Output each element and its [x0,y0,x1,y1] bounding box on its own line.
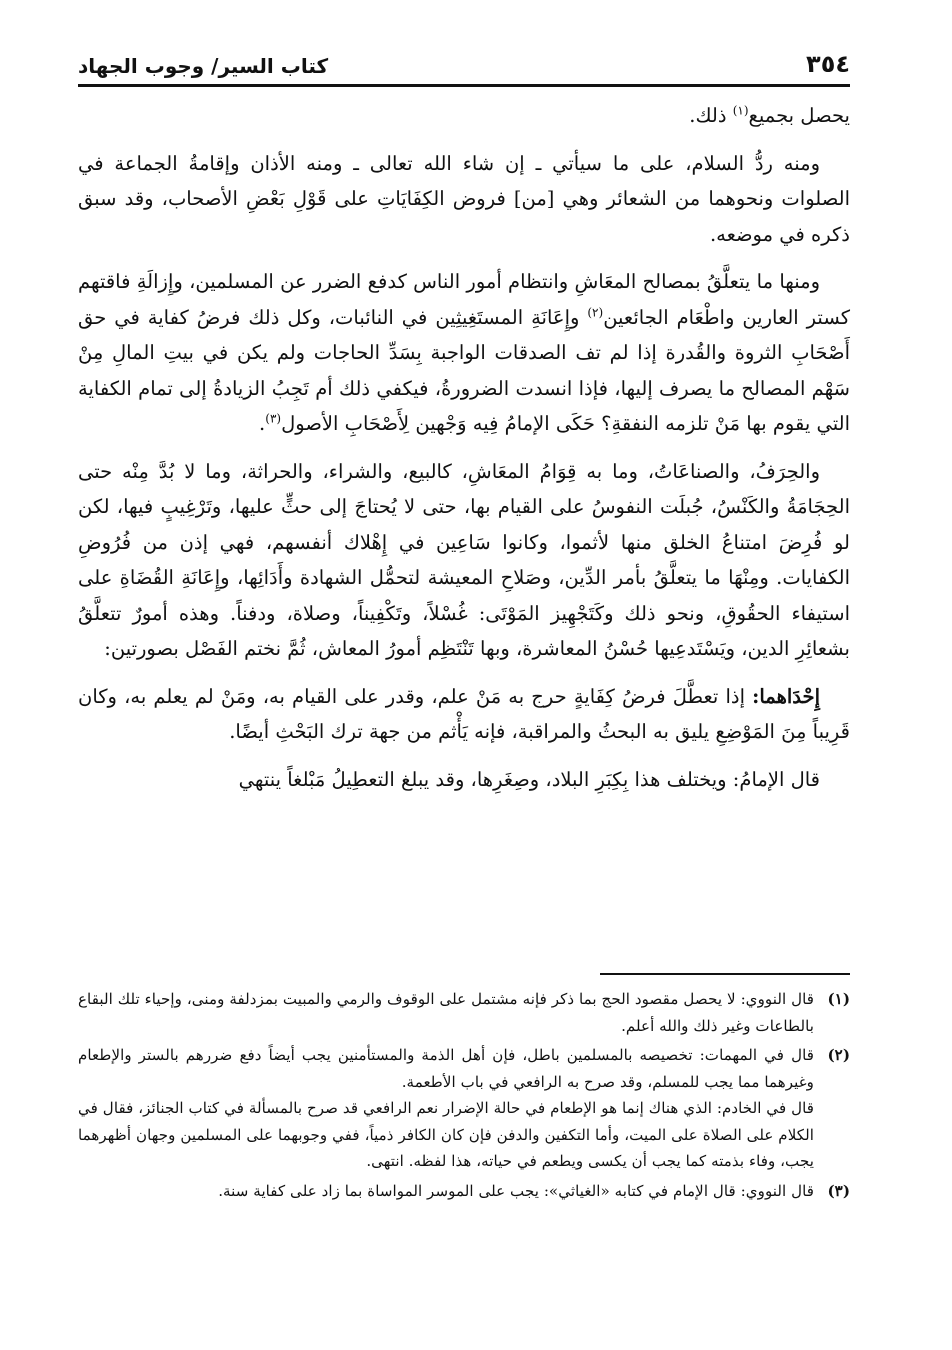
paragraph-4: والحِرَفُ، والصناعَاتُ، وما به قِوَامُ المعَاشِ، كالبيع، والشراء، والحراثة، وما لا بُدَّ مِنْه حتى الحِجَامَةُ والكَنْسُ، جُبلَت النفوسُ على القيام بها، حتى لا يُحتاجَ إلى حثٍّ عليها، وتَرْغِيبٍ فيها، لكن لو فُرِضَ امتناعُ الخلق منها لأثموا، وكانوا سَاعِين في إِهْلاك أنفسهم، فهي إذن من فُرُوضِ الكفايات. ومِنْهَا ما يتعلَّقُ بأمر الدِّين، وصَلاحِ المعيشة لتحمُّل الشهادة وأَدَائِها، وإِعَانَةِ القُضَاةِ على استيفاء الحقُوقِ، ونحو ذلك وكَتَجْهِيز المَوْتَى: غُسْلاً، وتَكْفِيناً، وصلاة، ودفناً. وهذه أمورٌ تتعلَّقُ بشعائِرِ الدين، ويَسْتَدعِيها حُسْنُ المعاشرة، وبها تَنْتَظِم أمورُ المعاش، ثُمَّ نختم الفَصْل بصورتين: [78,459,850,660]
footnote-marker-3[interactable]: (٣) [265,411,282,426]
paragraph-text: . [259,412,266,435]
footnote-text: قال في المهمات: تخصيصه بالمسلمين باطل، فإن أهل الذمة والمستأمنين يجب أيضاً دفع ضررهم بالستر والإطعام وغيرهما مما يجب للمسلم، وقد صرح به الرافعي في باب الأطعمة. [78,1046,814,1091]
footnote-number: (١) [827,990,850,1008]
paragraph-lead: إِحْدَاهما: [752,684,820,708]
page-header [78,38,850,87]
footnote-text: قال النووي: قال الإمام في كتابه «الغياثي»: يجب على الموسر المواساة بما زاد على كفاية سنة. [218,1181,814,1200]
paragraph-text: ذلك. [689,104,733,127]
paragraph-3 [78,264,850,442]
footnote-content [78,1042,814,1175]
page-number: ٣٥٤ [806,50,850,78]
footnote-content [78,986,814,1039]
footnote-divider [600,973,850,975]
footnote-2 [78,1042,850,1175]
footnote-marker-2[interactable]: (٢) [587,305,604,319]
footnote-text: قال في الخادم: الذي هناك إنما هو الإطعام في حالة الإضرار نعم الرافعي قد صرح بالمسألة في كتاب الجنائز، فقال في الكلام على الصلاة على الميت، وأما التكفين والدفن فإن كان الكافر ذمياً، ففي وجوبهما على المسلمين وجهان أظهرهما يجب، وفاء بذمته كما يجب أن يكسى ويطعم في حياته، هذا لفظه. انتهى. [78,1099,814,1170]
paragraph-6: قال الإمامُ: ويختلف هذا بِكِبَرِ البلاد، وصِغَرِها، وقد يبلغ التعطِيلُ مَبْلغاً ينتهي [238,767,820,791]
footnote-marker-1[interactable]: (١) [732,103,749,118]
footnote-number: (٣) [827,1181,850,1200]
paragraph-text: وإِعَانَةِ المستَغِيثِين في النائبات، وكل ذلك فرضُ كفاية في حق أَصْحَابِ الثروة والقُدرة إذا لم تف الصدقات الواجبة بِسَدِّ الحاجات ولم يكن في بيتِ المالِ مِنْ سَهْم المصالح ما يصرف إليها، فإذا انسدت الضرورةُ، فيكفي ذلك أم تَجِبُ الزيادةُ إلى تمام الكفاية التي يقوم بها مَنْ تلزمه النفقةِ؟ حَكَى الإمامُ فِيه وَجْهين لِأَصْحَابِ الأصول [78,305,850,435]
book-page [78,0,850,1350]
footnote-3 [78,1178,850,1205]
paragraph-text: يحصل بجميع [748,104,850,127]
paragraph-2: ومنه ردُّ السلام، على ما سيأتي ـ إن شاء الله تعالى ـ ومنه الأذان وإقامةُ الجماعة في الصلوات ونحوهما من الشعائر وهي [من] فروض الكِفَايَاتِ على قَوْلِ بَعْضِ الأصحاب، وقد سبق ذكره في موضعه. [78,151,850,246]
footnote-text: قال النووي: لا يحصل مقصود الحج بما ذكر فإنه مشتمل على الوقوف والرمي والمبيت بمزدلفة ومنى، وإحياء تلك البقاع بالطاعات وغير ذلك والله أعلم. [78,990,814,1035]
paragraph-5 [78,679,850,750]
footnotes [78,986,850,1207]
footnote-number: (٢) [827,1046,850,1064]
paragraph-1 [78,98,850,134]
paragraph-text: ومنها ما يتعلَّقُ بمصالح المعَاشِ وانتظام أمور الناس كدفع الضرر عن المسلمين، وإِزالَةِ فاقتهم كستر العارين واطْعَام الجائعين [78,270,850,329]
main-text [78,98,850,797]
running-title: كتاب السير/ وجوب الجهاد [78,54,329,78]
footnote-1 [78,986,850,1039]
paragraph-text: إذا تعطَّلَ فرضُ كِفَايةٍ حرج به مَنْ علم، وقدر على القيام به، ومَنْ لم يعلم به، وكان قَرِيباً مِنَ المَوْضِعِ يليق به البحثُ والمراقبة، فإنه يَأْثم من جهة ترك البَحْثِ أيضًا. [78,684,850,743]
footnote-content [78,1178,814,1205]
